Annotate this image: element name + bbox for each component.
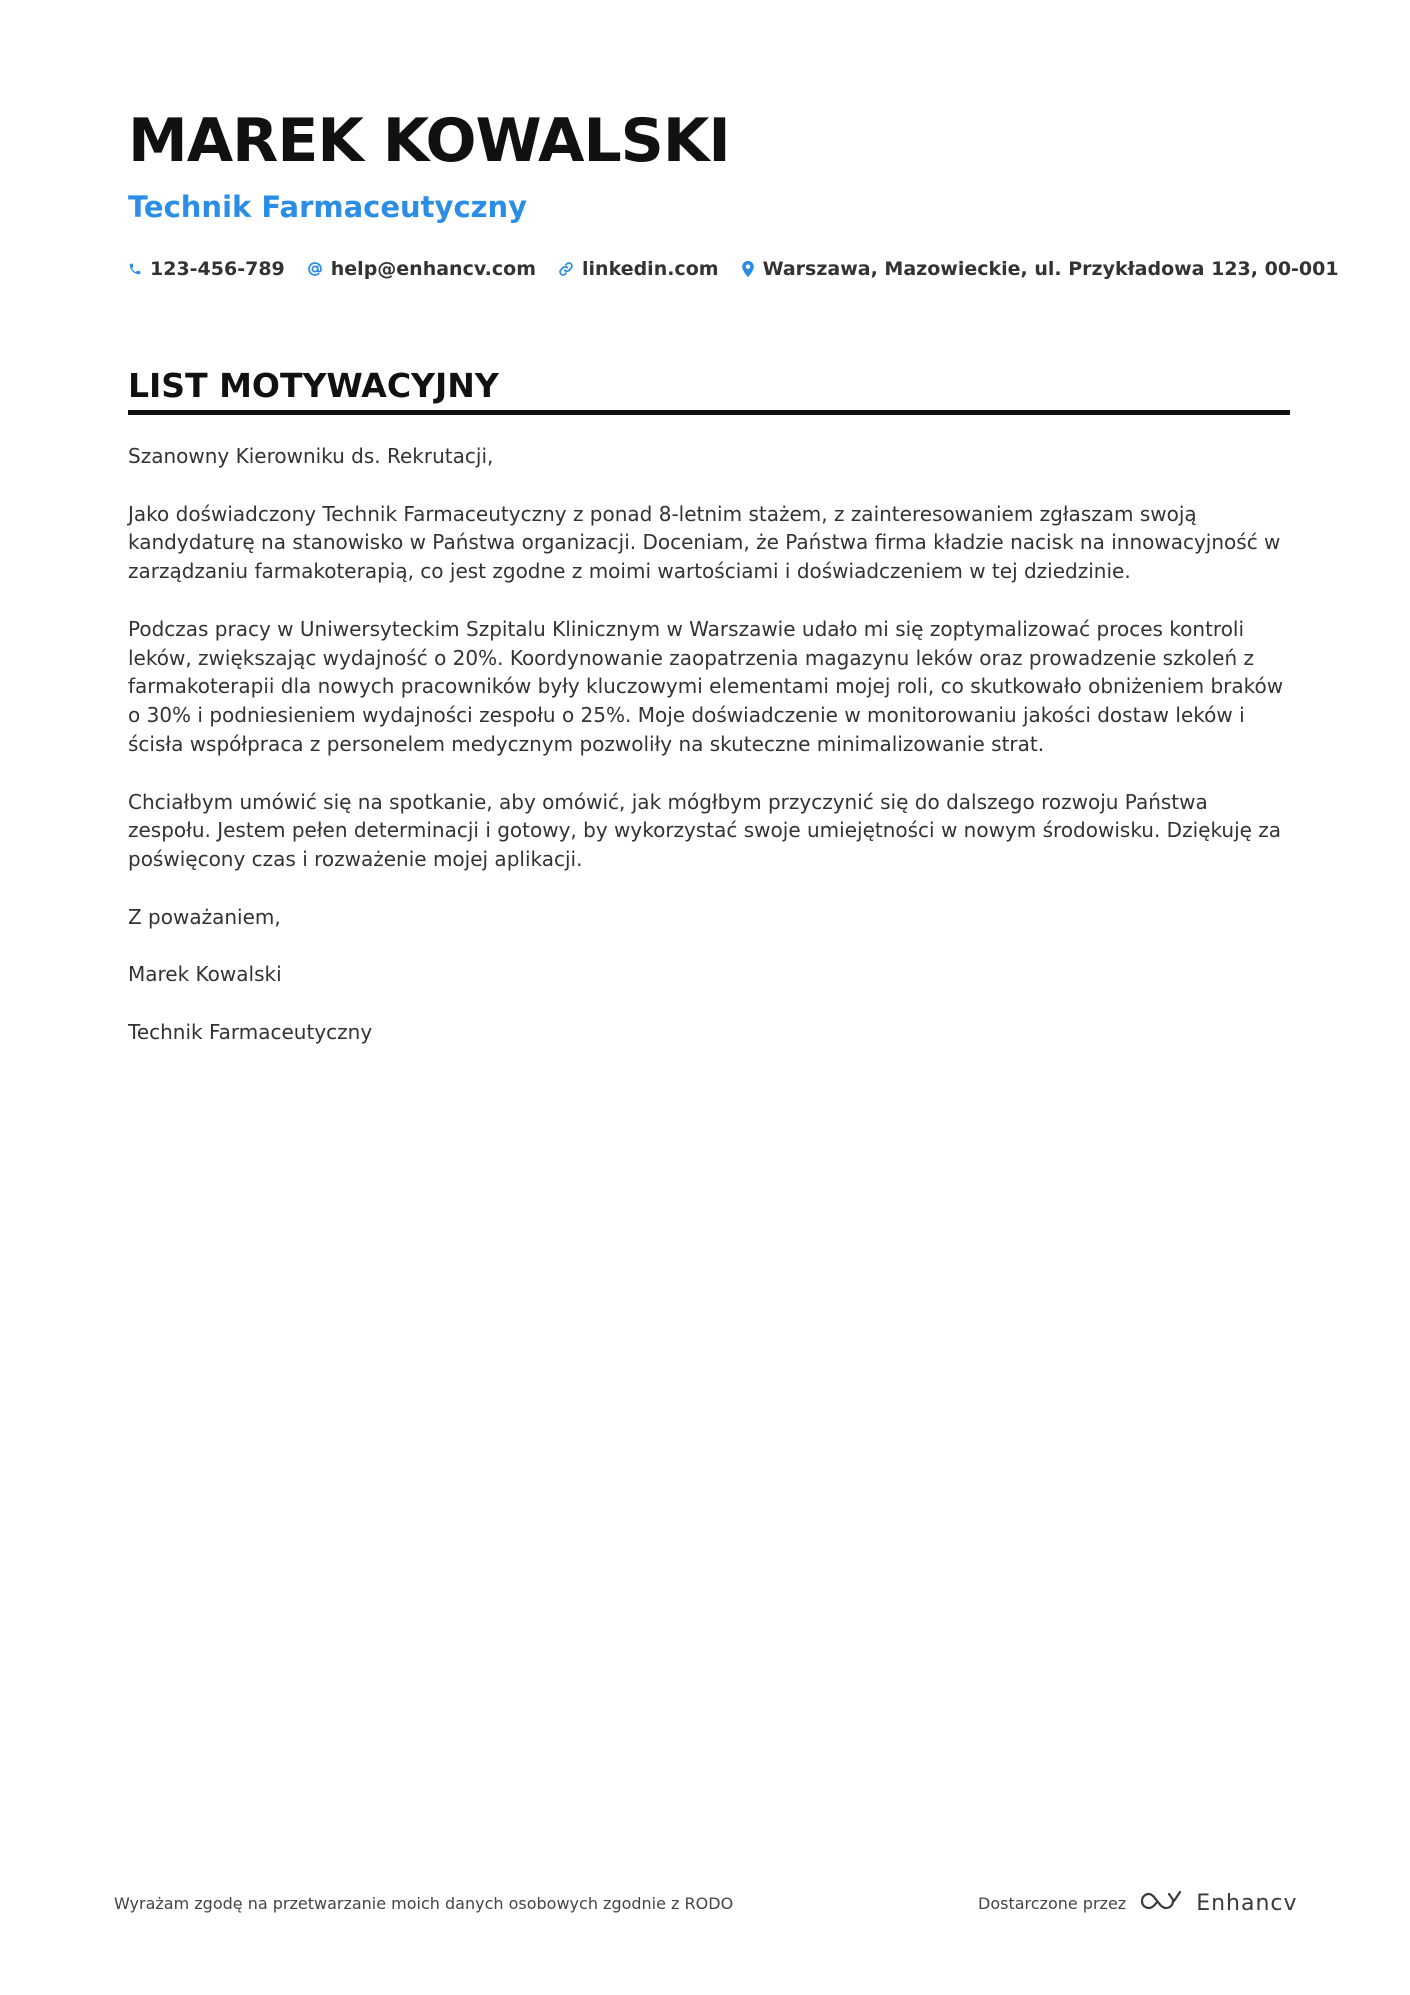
- enhancv-brand-name: Enhancv: [1196, 1890, 1298, 1916]
- section-divider: [128, 410, 1290, 415]
- phone-icon: [128, 261, 142, 277]
- contact-phone: [128, 258, 285, 280]
- enhancv-logo-icon: [1138, 1889, 1184, 1917]
- letter-body: [128, 442, 1290, 1076]
- letter-closing: Z poważaniem,: [128, 904, 281, 929]
- letter-paragraph: Jako doświadczony Technik Farmaceutyczny z ponad 8-letnim stażem, z zainteresowaniem zgłaszam swoją kandydaturę na stanowisko w Państwa organizacji. Doceniam, że Państwa firma kładzie nacisk na innowacyjność w zarządzaniu farmakoterapią, co jest zgodne z moimi wartościami i doświadczeniem w tej dziedzinie.: [128, 501, 1281, 584]
- candidate-name: MAREK KOWALSKI: [128, 106, 730, 176]
- footer-branding[interactable]: [978, 1886, 1298, 1920]
- signature-name: Marek Kowalski: [128, 962, 282, 987]
- contact-location: [741, 258, 1339, 280]
- phone-number: 123-456-789: [150, 258, 285, 280]
- contact-website: [558, 258, 719, 280]
- signature-title: Technik Farmaceutyczny: [128, 1019, 373, 1044]
- website-link[interactable]: linkedin.com: [582, 258, 719, 280]
- section-title: LIST MOTYWACYJNY: [128, 366, 499, 405]
- contact-bar: [128, 254, 1339, 284]
- letter-paragraph: Chciałbym umówić się na spotkanie, aby omówić, jak mógłbym przyczynić się do dalszego rozwoju Państwa zespołu. Jestem pełen determinacji i gotowy, by wykorzystać swoje umiejętności w nowym środowisku. Dziękuję za poświęcony czas i rozważenie mojej aplikacji.: [128, 789, 1282, 872]
- location-pin-icon: [741, 260, 755, 278]
- gdpr-consent-note: Wyrażam zgodę na przetwarzanie moich danych osobowych zgodnie z RODO: [114, 1894, 734, 1913]
- letter-paragraph: Podczas pracy w Uniwersyteckim Szpitalu Klinicznym w Warszawie udało mi się zoptymalizować proces kontroli leków, zwiększając wydajność o 20%. Koordynowanie zaopatrzenia magazynu leków oraz prowadzenie szkoleń z farmakoterapii dla nowych pracowników były kluczowymi elementami mojej roli, co skutkowało obniżeniem braków o 30% i podniesieniem wydajności zespołu o 25%. Moje doświadczenie w monitorowaniu jakości dostaw leków i ścisła współpraca z personelem medycznym pozwoliły na skuteczne minimalizowanie strat.: [128, 616, 1284, 756]
- email-link[interactable]: help@enhancv.com: [330, 258, 537, 280]
- link-icon: [558, 261, 574, 277]
- contact-email: [307, 258, 536, 280]
- letter-salutation: Szanowny Kierowniku ds. Rekrutacji,: [128, 444, 494, 468]
- candidate-job-title: Technik Farmaceutyczny: [128, 190, 528, 224]
- location-text: Warszawa, Mazowieckie, ul. Przykładowa 123, 00-001: [762, 258, 1339, 280]
- provided-by-label: Dostarczone przez: [978, 1893, 1127, 1913]
- at-icon: [307, 261, 323, 277]
